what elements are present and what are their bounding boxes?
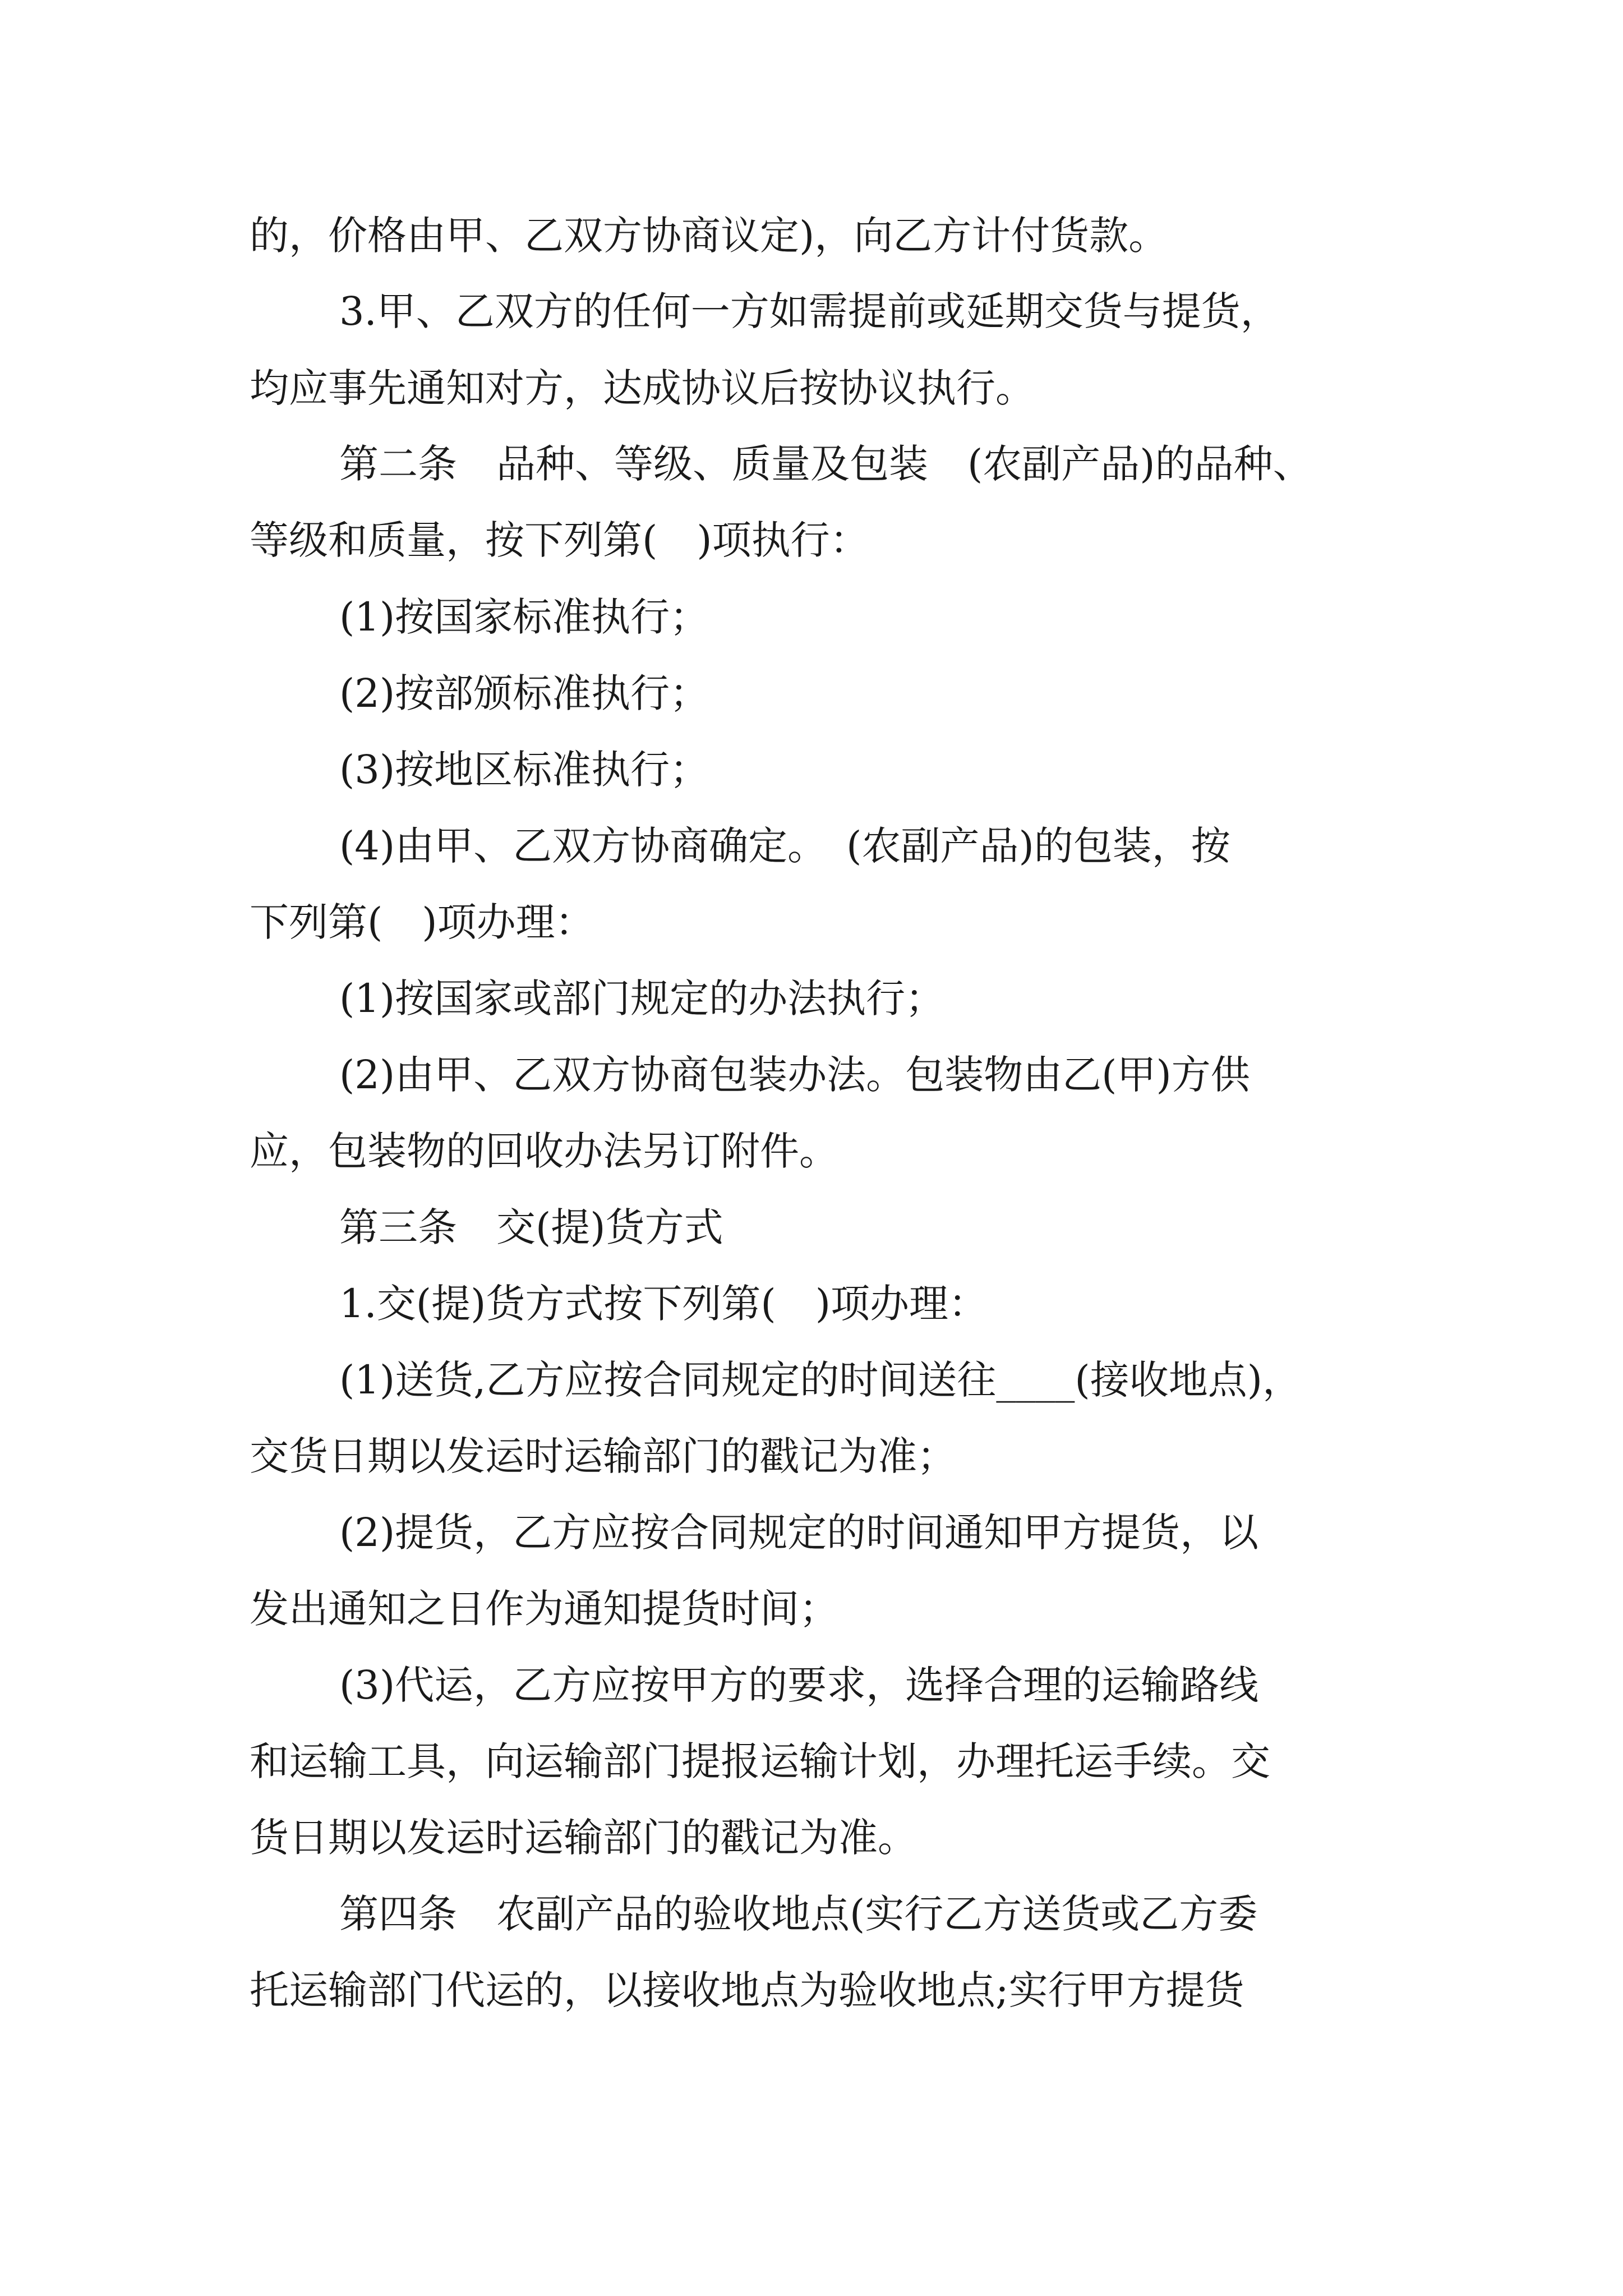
text-line: 应，包装物的回收办法另订附件。 <box>250 1128 838 1174</box>
text-line: 货日期以发运时运输部门的戳记为准。 <box>250 1815 917 1861</box>
list-item: (2)提货，乙方应按合同规定的时间通知甲方提货，以 <box>339 1510 1259 1556</box>
list-item: (1)按国家或部门规定的办法执行； <box>339 976 945 1022</box>
list-item: (4)由甲、乙双方协商确定。 (农副产品)的包装，按 <box>339 823 1230 869</box>
article-heading-line: 第二条 品种、等级、质量及包装 (农副产品)的品种、 <box>339 441 1312 487</box>
text-line: 交货日期以发运时运输部门的戳记为准； <box>250 1433 956 1479</box>
list-item: (3)按地区标准执行； <box>339 747 709 793</box>
text-line: 的，价格由甲、乙双方协商议定)，向乙方计付货款。 <box>250 213 1168 259</box>
text-line: 1.交(提)货方式按下列第( )项办理： <box>339 1281 988 1327</box>
list-item: (2)按部颁标准执行； <box>339 670 709 716</box>
text-line: 和运输工具，向运输部门提报运输计划，办理托运手续。交 <box>250 1738 1270 1784</box>
list-item: (1)按国家标准执行； <box>339 594 709 640</box>
text-line: 托运输部门代运的，以接收地点为验收地点;实行甲方提货 <box>250 1967 1244 2013</box>
text-line: 等级和质量，按下列第( )项执行： <box>250 517 869 563</box>
text-line: 均应事先通知对方，达成协议后按协议执行。 <box>250 365 1035 411</box>
list-item: (3)代运，乙方应按甲方的要求，选择合理的运输路线 <box>339 1662 1259 1708</box>
text-line: 下列第( )项办理： <box>250 899 594 945</box>
article-heading-line: 第四条 农副产品的验收地点(实行乙方送货或乙方委 <box>339 1891 1258 1937</box>
text-line: 3.甲、乙双方的任何一方如需提前或延期交货与提货， <box>339 288 1280 334</box>
article-heading-line: 第三条 交(提)货方式 <box>339 1204 723 1250</box>
list-item: (1)送货,乙方应按合同规定的时间送往____(接收地点)， <box>339 1357 1302 1403</box>
text-line: 发出通知之日作为通知提货时间； <box>250 1586 838 1632</box>
list-item: (2)由甲、乙双方协商包装办法。包装物由乙(甲)方供 <box>339 1052 1250 1098</box>
